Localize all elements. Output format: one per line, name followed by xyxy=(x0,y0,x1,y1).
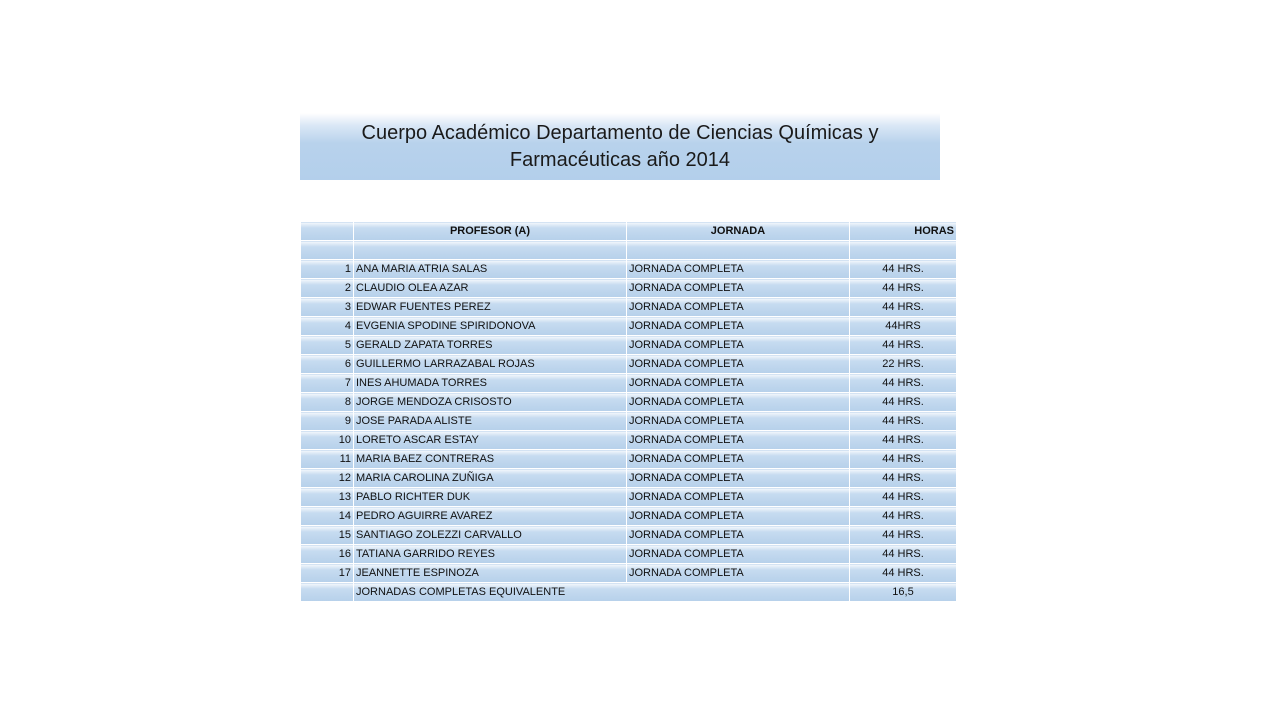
horas-cell: 44 HRS. xyxy=(850,507,957,526)
profesor-name: PEDRO AGUIRRE AVAREZ xyxy=(354,507,627,526)
profesor-name: JEANNETTE ESPINOZA xyxy=(354,564,627,583)
row-number: 11 xyxy=(301,450,354,469)
table-row xyxy=(301,450,957,469)
blank-cell xyxy=(354,241,627,260)
horas-cell: 22 HRS. xyxy=(850,355,957,374)
horas-cell: 44 HRS. xyxy=(850,298,957,317)
table-row xyxy=(301,393,957,412)
profesor-name: TATIANA GARRIDO REYES xyxy=(354,545,627,564)
row-number: 2 xyxy=(301,279,354,298)
row-number: 10 xyxy=(301,431,354,450)
table-row xyxy=(301,507,957,526)
table-row xyxy=(301,469,957,488)
jornada-cell: JORNADA COMPLETA xyxy=(627,469,850,488)
profesor-name: JOSE PARADA ALISTE xyxy=(354,412,627,431)
row-number: 15 xyxy=(301,526,354,545)
horas-cell: 44 HRS. xyxy=(850,412,957,431)
row-number: 16 xyxy=(301,545,354,564)
jornada-cell: JORNADA COMPLETA xyxy=(627,564,850,583)
jornada-cell: JORNADA COMPLETA xyxy=(627,317,850,336)
header-row xyxy=(301,222,957,241)
footer-blank-cell xyxy=(301,583,354,602)
footer-value: 16,5 xyxy=(850,583,957,602)
jornada-cell: JORNADA COMPLETA xyxy=(627,393,850,412)
horas-cell: 44 HRS. xyxy=(850,279,957,298)
jornada-cell: JORNADA COMPLETA xyxy=(627,526,850,545)
horas-cell: 44 HRS. xyxy=(850,564,957,583)
table-row xyxy=(301,279,957,298)
horas-cell: 44 HRS. xyxy=(850,469,957,488)
table-row xyxy=(301,488,957,507)
table-row xyxy=(301,412,957,431)
blank-cell xyxy=(850,241,957,260)
profesor-name: MARIA CAROLINA ZUÑIGA xyxy=(354,469,627,488)
jornada-cell: JORNADA COMPLETA xyxy=(627,260,850,279)
row-number: 13 xyxy=(301,488,354,507)
footer-row xyxy=(301,583,957,602)
header-horas: HORAS xyxy=(850,222,957,241)
row-number: 6 xyxy=(301,355,354,374)
table-row xyxy=(301,431,957,450)
page-title xyxy=(320,120,920,174)
table-row xyxy=(301,317,957,336)
table-row xyxy=(301,336,957,355)
profesor-name: MARIA BAEZ CONTRERAS xyxy=(354,450,627,469)
header-num-cell xyxy=(301,222,354,241)
jornada-cell: JORNADA COMPLETA xyxy=(627,507,850,526)
horas-cell: 44 HRS. xyxy=(850,488,957,507)
row-number: 9 xyxy=(301,412,354,431)
horas-cell: 44 HRS. xyxy=(850,431,957,450)
profesor-name: GUILLERMO LARRAZABAL ROJAS xyxy=(354,355,627,374)
horas-cell: 44HRS xyxy=(850,317,957,336)
blank-cell xyxy=(301,241,354,260)
profesor-name: LORETO ASCAR ESTAY xyxy=(354,431,627,450)
horas-cell: 44 HRS. xyxy=(850,393,957,412)
table-row xyxy=(301,526,957,545)
profesor-name: INES AHUMADA TORRES xyxy=(354,374,627,393)
profesor-name: EVGENIA SPODINE SPIRIDONOVA xyxy=(354,317,627,336)
row-number: 14 xyxy=(301,507,354,526)
jornada-cell: JORNADA COMPLETA xyxy=(627,545,850,564)
jornada-cell: JORNADA COMPLETA xyxy=(627,412,850,431)
jornada-cell: JORNADA COMPLETA xyxy=(627,431,850,450)
faculty-table xyxy=(300,221,957,602)
table-row xyxy=(301,374,957,393)
row-number: 7 xyxy=(301,374,354,393)
profesor-name: CLAUDIO OLEA AZAR xyxy=(354,279,627,298)
horas-cell: 44 HRS. xyxy=(850,545,957,564)
profesor-name: EDWAR FUENTES PEREZ xyxy=(354,298,627,317)
blank-cell xyxy=(627,241,850,260)
jornada-cell: JORNADA COMPLETA xyxy=(627,336,850,355)
row-number: 5 xyxy=(301,336,354,355)
table-row xyxy=(301,564,957,583)
table-row xyxy=(301,260,957,279)
row-number: 1 xyxy=(301,260,354,279)
jornada-cell: JORNADA COMPLETA xyxy=(627,355,850,374)
jornada-cell: JORNADA COMPLETA xyxy=(627,450,850,469)
horas-cell: 44 HRS. xyxy=(850,526,957,545)
table-row xyxy=(301,355,957,374)
blank-row xyxy=(301,241,957,260)
profesor-name: SANTIAGO ZOLEZZI CARVALLO xyxy=(354,526,627,545)
jornada-cell: JORNADA COMPLETA xyxy=(627,298,850,317)
header-profesor: PROFESOR (A) xyxy=(354,222,627,241)
header-jornada: JORNADA xyxy=(627,222,850,241)
row-number: 12 xyxy=(301,469,354,488)
table-row xyxy=(301,545,957,564)
jornada-cell: JORNADA COMPLETA xyxy=(627,488,850,507)
title-banner xyxy=(300,113,940,180)
footer-label: JORNADAS COMPLETAS EQUIVALENTE xyxy=(354,583,850,602)
table-row xyxy=(301,298,957,317)
title-line-1: Cuerpo Académico Departamento de Ciencias Químicas y xyxy=(361,121,879,144)
horas-cell: 44 HRS. xyxy=(850,260,957,279)
profesor-name: PABLO RICHTER DUK xyxy=(354,488,627,507)
profesor-name: GERALD ZAPATA TORRES xyxy=(354,336,627,355)
horas-cell: 44 HRS. xyxy=(850,450,957,469)
title-line-2: Farmacéuticas año 2014 xyxy=(509,148,731,171)
row-number: 3 xyxy=(301,298,354,317)
row-number: 4 xyxy=(301,317,354,336)
profesor-name: ANA MARIA ATRIA SALAS xyxy=(354,260,627,279)
jornada-cell: JORNADA COMPLETA xyxy=(627,374,850,393)
jornada-cell: JORNADA COMPLETA xyxy=(627,279,850,298)
row-number: 17 xyxy=(301,564,354,583)
horas-cell: 44 HRS. xyxy=(850,374,957,393)
row-number: 8 xyxy=(301,393,354,412)
horas-cell: 44 HRS. xyxy=(850,336,957,355)
profesor-name: JORGE MENDOZA CRISOSTO xyxy=(354,393,627,412)
